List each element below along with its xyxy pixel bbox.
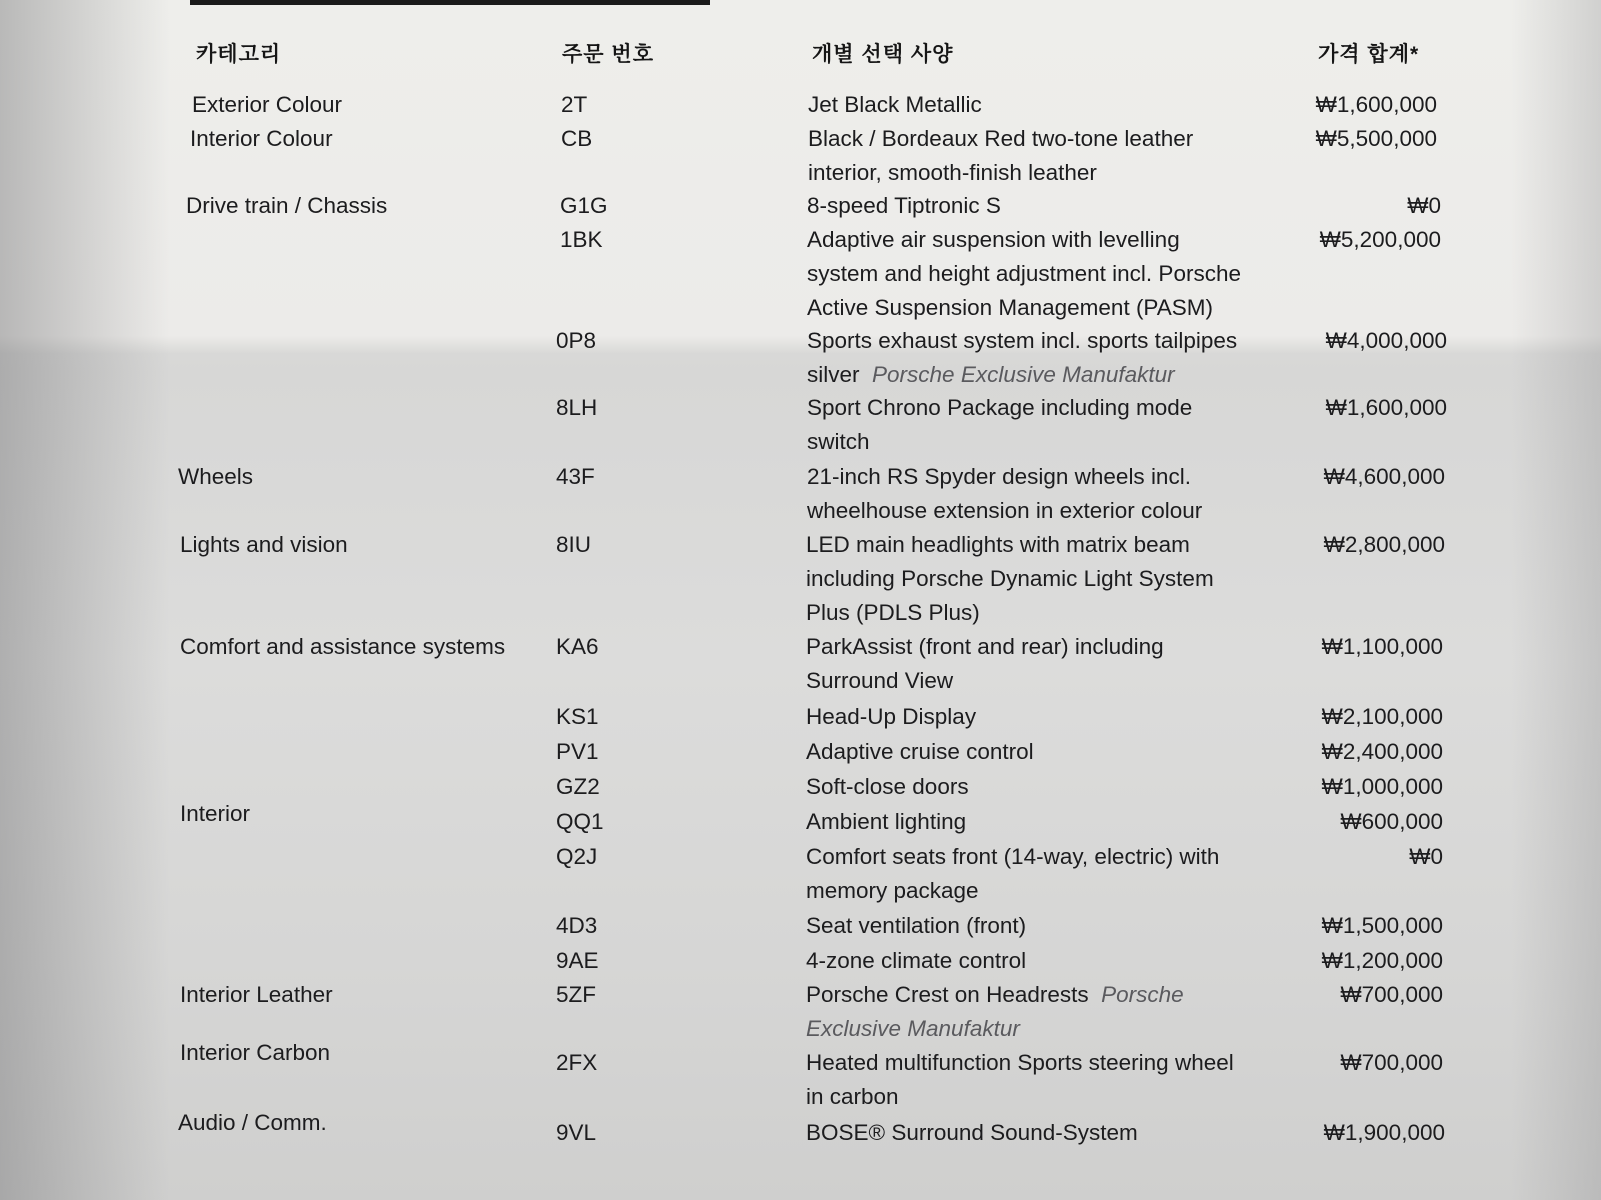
row-description [806, 805, 1256, 839]
desc-line [807, 358, 1257, 392]
row-description [807, 223, 1257, 325]
desc-line: Sports exhaust system incl. sports tailpipes [807, 328, 1238, 353]
header-order-no: 주문 번호 [562, 43, 654, 66]
desc-line: 8-speed Tiptronic S [807, 193, 1001, 218]
desc-line: Jet Black Metallic [808, 92, 982, 117]
row-price: ₩600,000 [1340, 809, 1443, 834]
row-code: PV1 [556, 739, 599, 764]
exclusive-manufaktur-note: Exclusive Manufaktur [806, 1016, 1020, 1041]
header-category: 카테고리 [196, 43, 282, 66]
row-code: CB [561, 126, 593, 151]
row-price: ₩1,100,000 [1321, 634, 1443, 659]
row-category: Drive train / Chassis [186, 193, 388, 218]
desc-line: Adaptive air suspension with levelling [807, 227, 1180, 252]
row-code: 9AE [556, 948, 599, 973]
row-description [806, 528, 1256, 630]
desc-line: interior, smooth-finish leather [808, 160, 1097, 185]
desc-line: 21-inch RS Spyder design wheels incl. [807, 464, 1191, 489]
row-price: ₩700,000 [1340, 982, 1443, 1007]
row-price: ₩700,000 [1340, 1050, 1443, 1075]
desc-line: including Porsche Dynamic Light System [806, 566, 1214, 591]
row-category: Interior [180, 801, 251, 826]
header-option: 개별 선택 사양 [812, 43, 954, 66]
row-price: ₩1,600,000 [1315, 92, 1437, 117]
row-description [806, 735, 1256, 769]
row-category: Interior Leather [180, 982, 333, 1007]
row-price: ₩4,600,000 [1323, 464, 1445, 489]
row-description [806, 770, 1256, 804]
row-description [806, 1046, 1256, 1114]
row-code: 1BK [560, 227, 603, 252]
desc-line: Ambient lighting [806, 809, 967, 834]
row-price: ₩1,000,000 [1321, 774, 1443, 799]
row-category: Comfort and assistance systems [180, 634, 506, 659]
row-description [806, 1116, 1256, 1150]
row-code: 5ZF [556, 982, 597, 1007]
desc-text: silver [807, 362, 860, 387]
row-code: Q2J [556, 844, 598, 869]
exclusive-manufaktur-note: Porsche [1101, 982, 1184, 1007]
desc-line: Soft-close doors [806, 774, 969, 799]
row-description [806, 909, 1256, 943]
desc-line: 4-zone climate control [806, 948, 1027, 973]
row-price: ₩1,200,000 [1321, 948, 1443, 973]
row-code: 9VL [556, 1120, 597, 1145]
row-description [806, 630, 1256, 698]
row-price: ₩2,800,000 [1323, 532, 1445, 557]
row-description [806, 944, 1256, 978]
row-code: 8IU [556, 532, 592, 557]
row-price: ₩1,500,000 [1321, 913, 1443, 938]
desc-line: Black / Bordeaux Red two-tone leather [808, 126, 1194, 151]
row-description [808, 88, 1258, 122]
row-price: ₩0 [1409, 844, 1443, 869]
desc-line: Surround View [806, 668, 954, 693]
exclusive-manufaktur-note: Porsche Exclusive Manufaktur [872, 362, 1175, 387]
desc-line: Seat ventilation (front) [806, 913, 1027, 938]
row-price: ₩5,200,000 [1319, 227, 1441, 252]
row-price: ₩5,500,000 [1315, 126, 1437, 151]
row-category: Wheels [178, 464, 254, 489]
desc-line: system and height adjustment incl. Porsche [807, 261, 1241, 286]
desc-line: BOSE® Surround Sound-System [806, 1120, 1138, 1145]
row-description [808, 122, 1258, 190]
row-description [807, 324, 1257, 392]
row-description [806, 840, 1256, 908]
row-price: ₩0 [1407, 193, 1441, 218]
row-code: KS1 [556, 704, 599, 729]
desc-text: Porsche Crest on Headrests [806, 982, 1089, 1007]
row-code: KA6 [556, 634, 599, 659]
desc-line: Active Suspension Management (PASM) [807, 295, 1214, 320]
row-description [807, 460, 1257, 528]
row-category: Lights and vision [180, 532, 348, 557]
desc-line: Heated multifunction Sports steering wheel [806, 1050, 1234, 1075]
row-code: 0P8 [556, 328, 597, 353]
desc-line: Adaptive cruise control [806, 739, 1034, 764]
row-code: 2FX [556, 1050, 598, 1075]
desc-line: ParkAssist (front and rear) including [806, 634, 1164, 659]
row-code: 8LH [556, 395, 598, 420]
row-category: Exterior Colour [192, 92, 343, 117]
row-description [806, 700, 1256, 734]
row-description [806, 978, 1256, 1046]
desc-line: Head-Up Display [806, 704, 977, 729]
row-price: ₩1,900,000 [1323, 1120, 1445, 1145]
desc-line: Plus (PDLS Plus) [806, 600, 980, 625]
desc-line: LED main headlights with matrix beam [806, 532, 1190, 557]
row-category: Interior Colour [190, 126, 333, 151]
desc-line [806, 978, 1256, 1012]
desc-line: switch [807, 429, 870, 454]
row-price: ₩2,400,000 [1321, 739, 1443, 764]
row-description [807, 391, 1257, 459]
row-price: ₩4,000,000 [1325, 328, 1447, 353]
header-price: 가격 합계* [1318, 43, 1420, 66]
row-price: ₩2,100,000 [1321, 704, 1443, 729]
desc-line: wheelhouse extension in exterior colour [807, 498, 1203, 523]
row-code: 4D3 [556, 913, 598, 938]
row-description [807, 189, 1257, 223]
row-code: GZ2 [556, 774, 600, 799]
desc-line: Sport Chrono Package including mode [807, 395, 1193, 420]
row-category: Audio / Comm. [178, 1110, 327, 1135]
desc-line: in carbon [806, 1084, 899, 1109]
desc-line: Comfort seats front (14-way, electric) with [806, 844, 1220, 869]
row-code: 43F [556, 464, 595, 489]
row-code: G1G [560, 193, 608, 218]
desc-line: memory package [806, 878, 979, 903]
row-category: Interior Carbon [180, 1040, 331, 1065]
row-code: QQ1 [556, 809, 604, 834]
row-code: 2T [561, 92, 588, 117]
row-price: ₩1,600,000 [1325, 395, 1447, 420]
